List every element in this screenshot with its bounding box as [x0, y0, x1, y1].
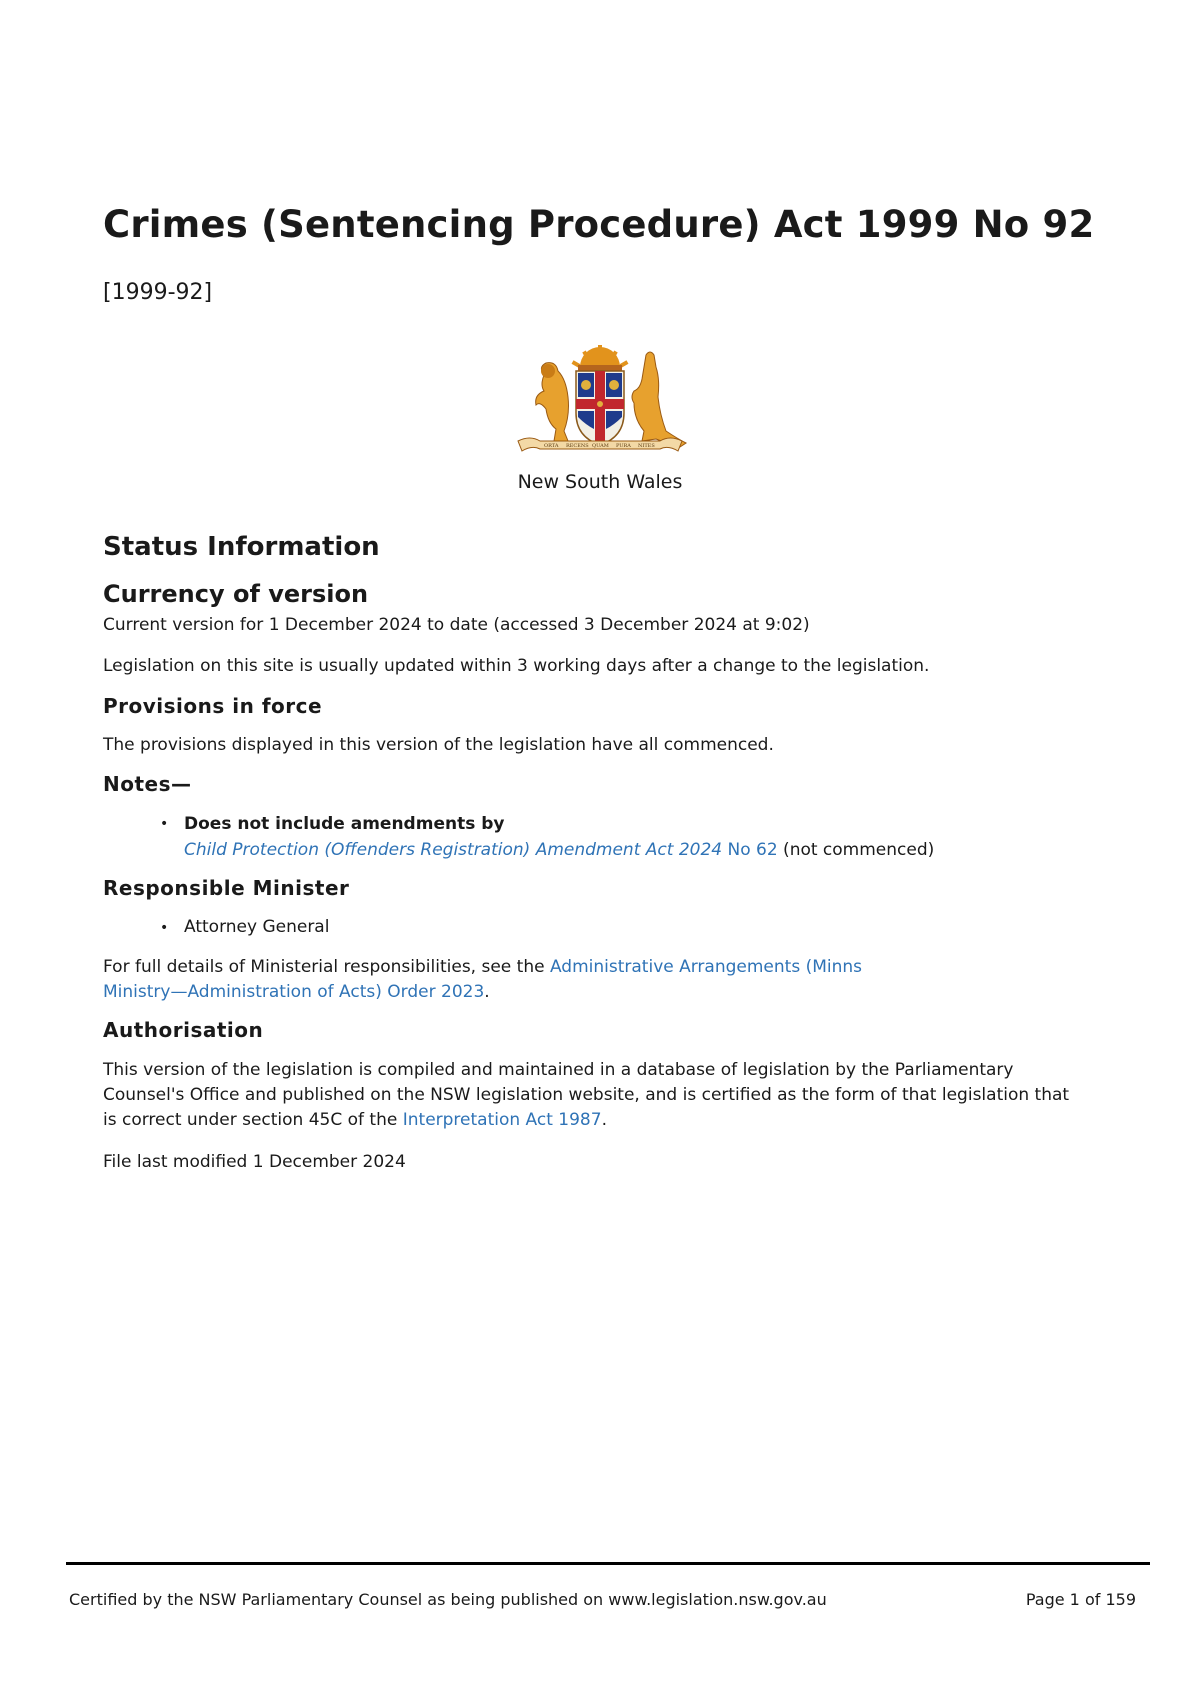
motto-word: QUAM — [592, 443, 609, 449]
footer-page-number: Page 1 of 159 — [1025, 1590, 1136, 1609]
motto-word: ORTA — [544, 443, 559, 449]
administrative-arrangements-link[interactable]: Administrative Arrangements (Minns Ministry—Administration of Acts) Order 2023 — [103, 957, 863, 1002]
minister-item: Attorney General — [184, 917, 330, 937]
document-title: Crimes (Sentencing Procedure) Act 1999 No 92 — [103, 203, 1095, 246]
file-modified-text: File last modified 1 December 2024 — [103, 1152, 406, 1172]
crest-caption: New South Wales — [517, 471, 683, 493]
authorisation-heading: Authorisation — [103, 1018, 264, 1042]
update-text: Legislation on this site is usually updated within 3 working days after a change to the legislation. — [103, 656, 930, 676]
motto-word: PURA — [616, 443, 631, 449]
interpretation-act-link[interactable]: Interpretation Act 1987 — [402, 1110, 602, 1130]
provisions-text: The provisions displayed in this version of the legislation have all commenced. — [103, 735, 774, 755]
motto-word: NITES — [638, 443, 655, 449]
notes-item-detail — [184, 837, 934, 863]
nsw-coat-of-arms-icon — [510, 345, 690, 467]
bullet-icon: • — [160, 920, 169, 936]
amendment-act-number-link[interactable]: No 62 — [722, 840, 778, 860]
bullet-icon: • — [160, 816, 169, 832]
provisions-heading: Provisions in force — [103, 694, 323, 718]
minister-heading: Responsible Minister — [103, 876, 350, 900]
document-number: [1999-92] — [103, 280, 213, 305]
status-heading: Status Information — [103, 532, 380, 562]
authorisation-text: This version of the legislation is compiled and maintained in a database of legislation by the Parliamentary Counsel's Office and published on the NSW legislation website, and is certified as the form of that legislation that is correct under section 45C of the Interpretation Act 1987. — [103, 1060, 1070, 1130]
currency-text: Current version for 1 December 2024 to date (accessed 3 December 2024 at 9:02) — [103, 615, 810, 635]
footer-divider — [66, 1562, 1150, 1565]
currency-heading: Currency of version — [103, 580, 369, 608]
notes-item-title: Does not include amendments by — [184, 814, 505, 834]
amendment-act-link[interactable]: Child Protection (Offenders Registration) Amendment Act 2024 — [184, 840, 723, 860]
footer-certification: Certified by the NSW Parliamentary Counsel as being published on www.legislation.nsw.gov.au — [69, 1590, 827, 1609]
motto-word: RECENS — [566, 443, 589, 449]
not-commenced-label: (not commenced) — [777, 840, 935, 860]
notes-heading: Notes— — [103, 772, 192, 796]
minister-details: For full details of Ministerial responsibilities, see the Administrative Arrangements (Minns Ministry—Administration of Acts) Order 2023. — [103, 957, 863, 1002]
